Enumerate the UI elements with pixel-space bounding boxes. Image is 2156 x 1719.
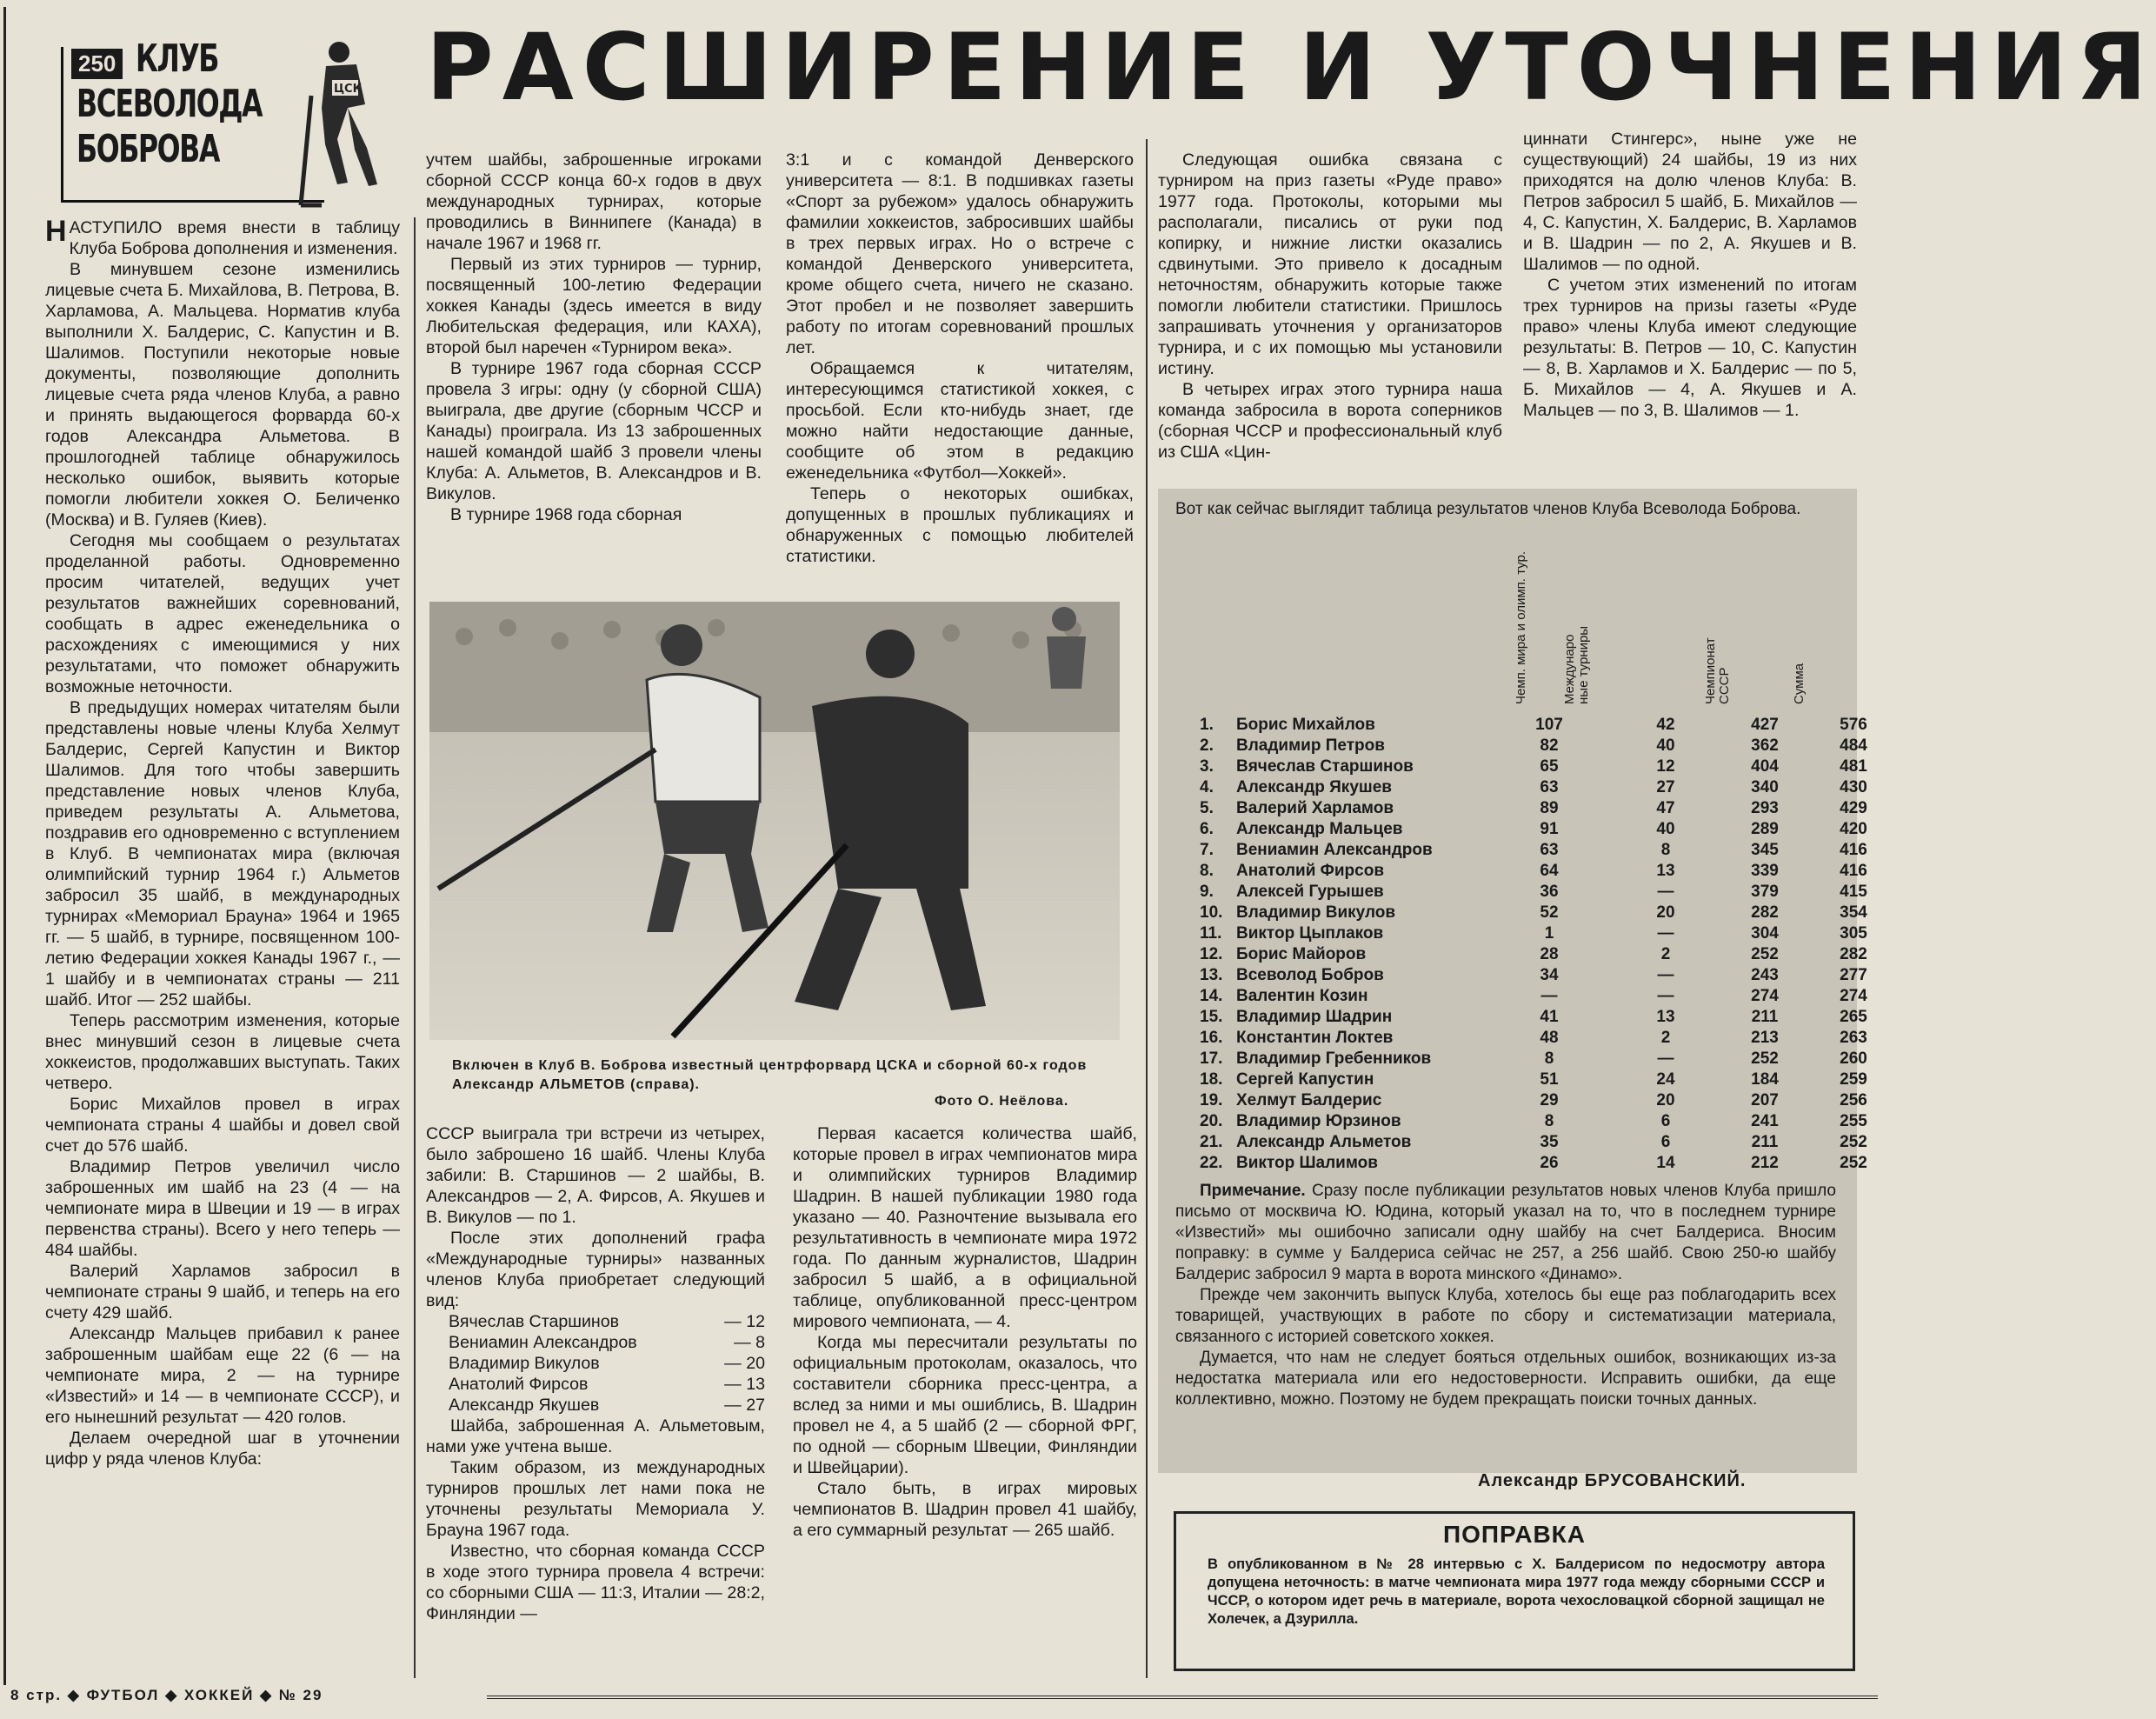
row-rank: 4. (1200, 778, 1214, 796)
row-name: Хелмут Балдерис (1236, 1091, 1382, 1109)
row-intl: — (1657, 924, 1674, 943)
table-row (1200, 715, 1867, 736)
row-rank: 8. (1200, 862, 1214, 880)
table-row (1200, 1132, 1867, 1153)
row-world: 52 (1540, 903, 1559, 922)
row-name: Валерий Харламов (1236, 799, 1394, 817)
row-world: 34 (1540, 966, 1559, 984)
table-row (1200, 1007, 1867, 1028)
col3-para-3: Теперь о некоторых ошибках, допущенных в прошлых публикациях и обнаруженных с помощью любителей статистики. (786, 484, 1134, 566)
list-item: Вениамин Александров — 8 (449, 1333, 765, 1352)
col1-para-10: Делаем очередной шаг в уточнении цифр у ряда членов Клуба: (45, 1429, 400, 1469)
row-intl: 13 (1656, 862, 1675, 880)
row-intl: 2 (1660, 1029, 1671, 1047)
row-world: 91 (1540, 820, 1559, 838)
row-intl: 8 (1660, 841, 1671, 859)
row-ussr: 241 (1751, 1112, 1779, 1130)
col4-para-1: Следующая ошибка связана с турниром на приз газеты «Руде право» 1977 года. Протоколы, которыми мы располагали, писались от руки под копирку, и нижние листки оказались сдвинутыми. Это привело к досадным неточностям, обнаружить которые также помогли любители статистики. Пришлось запрашивать уточнения у организаторов турнира, и с их помощью мы установили истину. (1158, 150, 1502, 378)
row-ussr: 207 (1751, 1091, 1779, 1109)
row-world: 36 (1540, 883, 1559, 901)
hockey-photo (429, 602, 1120, 1040)
hockey-player-icon (287, 35, 391, 209)
row-name: Виктор Цыплаков (1236, 924, 1384, 943)
correction-box (1174, 1511, 1855, 1671)
row-world: 64 (1540, 862, 1559, 880)
table-row (1200, 1153, 1867, 1174)
table-row (1200, 736, 1867, 756)
row-sum: 416 (1840, 862, 1867, 880)
table-row (1200, 944, 1867, 965)
row-name: Вячеслав Старшинов (1236, 757, 1414, 776)
col-header-intl: Междунаро ные турниры (1562, 625, 1591, 704)
row-ussr: 211 (1751, 1133, 1779, 1151)
col1-para-2: В минувшем сезоне изменились лицевые счета Б. Михайлова, В. Петрова, В. Харламова, А. Мальцева. Норматив клуба выполнили Х. Балдерис, С. Капустин и В. Шалимов. Поступили некоторые новые документы, позволяющие дополнить лицевые счета ряда членов Клуба, а равно и принять выдающегося форварда 60-х годов Александра Альметова. В прошлогодней таблице обнаружилось несколько ошибок, выявить которые помогли любители хоккея О. Беличенко (Москва) и В. Гуляев (Киев). (45, 260, 400, 530)
row-name: Владимир Викулов (1236, 903, 1396, 922)
col-header-sum: Сумма (1792, 663, 1807, 704)
row-world: — (1540, 987, 1558, 1005)
row-name: Виктор Шалимов (1236, 1154, 1378, 1172)
row-sum: 484 (1840, 736, 1867, 755)
col6-para-3: Шайба, заброшенная А. Альметовым, нами уже учтена выше. (426, 1416, 765, 1456)
row-rank: 19. (1200, 1091, 1223, 1109)
col3-para-2: Обращаемся к читателям, интересующимся статистикой хоккея, с просьбой. Если кто-нибудь знает, где можно найти недостающие данные, сообщите об этом в редакцию еженедельника «Футбол—Хоккей». (786, 359, 1134, 483)
table-row (1200, 1028, 1867, 1049)
row-rank: 5. (1200, 799, 1214, 817)
row-rank: 15. (1200, 1008, 1223, 1026)
row-world: 63 (1540, 778, 1559, 796)
row-intl: 47 (1656, 799, 1675, 817)
row-intl: 6 (1660, 1133, 1671, 1151)
row-intl: — (1657, 966, 1674, 984)
col1-para-4: В предыдущих номерах читателям были представлены новые члены Клуба Хелмут Балдерис, Сергей Капустин и Виктор Шалимов. Для того чтобы завершить представление новых членов Клуба, приведем результаты А. Альметова, поздравив его одновременно с вступлением в Клуб. В чемпионатах мира (включая олимпийский турнир 1964 г.) Альметов забросил 35 шайб, в международных турнирах «Мемориал Брауна» 1964 и 1965 гг. — 5 шайб, в турнире, посвященном 100-летию Федерации хоккея Канады 1967 г., — 1 шайбу и в чемпионатах страны — 211 шайб. Итог — 252 шайбы. (45, 698, 400, 1009)
column-6 (426, 1123, 765, 1624)
row-intl: 20 (1656, 1091, 1675, 1109)
photo-caption: Включен в Клуб В. Боброва известный центрфорвард ЦСКА и сборной 60-х годов Александр АЛЬМЕТОВ (справа). (452, 1058, 1088, 1092)
row-ussr: 274 (1751, 987, 1779, 1005)
note-para-1: Примечание. Сразу после публикации результатов новых членов Клуба пришло письмо от москвича Ю. Юдина, который указал на то, что в последнем турнире «Известий» мы ошибочно записали одну шайбу на счет Балдериса. Вносим поправку: в сумме у Балдериса сейчас не 257, а 256 шайб. Свою 250-ю шайбу Балдерис забросил 9 марта в ворота минского «Динамо». (1175, 1182, 1837, 1283)
row-intl: — (1657, 1049, 1674, 1068)
row-rank: 10. (1200, 903, 1223, 922)
row-rank: 1. (1200, 716, 1214, 734)
row-intl: 14 (1656, 1154, 1675, 1172)
row-world: 8 (1544, 1112, 1554, 1130)
table-row (1200, 903, 1867, 923)
row-world: 51 (1540, 1070, 1559, 1089)
column-5 (1523, 129, 1857, 421)
logo-line-2: ВСЕВОЛОДА (77, 82, 263, 126)
row-world: 48 (1540, 1029, 1559, 1047)
row-ussr: 345 (1751, 841, 1779, 859)
row-ussr: 379 (1751, 883, 1779, 901)
table-row (1200, 756, 1867, 777)
row-intl: 12 (1656, 757, 1675, 776)
row-sum: 430 (1840, 778, 1867, 796)
row-sum: 354 (1840, 903, 1867, 922)
note-para-2: Прежде чем закончить выпуск Клуба, хотелось бы еще раз поблагодарить всех товарищей, участвующих в работе по сбору и систематизации материала, связанного с историей советского хоккея. (1175, 1286, 1836, 1346)
row-world: 8 (1544, 1049, 1554, 1068)
row-name: Александр Якушев (1236, 778, 1392, 796)
row-sum: 260 (1840, 1049, 1867, 1068)
row-rank: 22. (1200, 1154, 1223, 1172)
row-sum: 576 (1840, 716, 1867, 734)
row-rank: 6. (1200, 820, 1214, 838)
table-row (1200, 840, 1867, 861)
page-footer: 8 стр. ◆ ФУТБОЛ ◆ ХОККЕЙ ◆ № 29 (10, 1687, 323, 1703)
col2-para-1: учтем шайбы, заброшенные игроками сборной СССР конца 60-х годов в двух международных турнирах, которые проводились в Виннипеге (Канада) в начале 1967 и 1968 гг. (426, 150, 762, 253)
row-ussr: 184 (1751, 1070, 1779, 1089)
footer-rule (487, 1696, 1878, 1699)
row-intl: 13 (1656, 1008, 1675, 1026)
col6-para-5: Известно, что сборная команда СССР в ходе этого турнира провела 4 встречи: со сборными США — 11:3, Италии — 28:2, Финляндии — (426, 1542, 765, 1623)
col2-para-4: В турнире 1968 года сборная (450, 505, 682, 524)
table-row (1200, 923, 1867, 944)
row-sum: 420 (1840, 820, 1867, 838)
row-intl: — (1657, 883, 1674, 901)
row-world: 28 (1540, 945, 1559, 963)
col7-para-1: Первая касается количества шайб, которые провел в играх чемпионатов мира и олимпийских турниров Владимир Шадрин. В нашей публикации 1980 года указано — 40. Разночтение вызывала его результативность в чемпионате мира 1972 года. По данным журналистов, Шадрин забросил 5 шайб, а в официальной таблице, опубликованной пресс-центром мирового чемпионата, — 4. (793, 1124, 1137, 1331)
row-sum: 265 (1840, 1008, 1867, 1026)
logo-jersey-text: ЦСК (334, 83, 363, 96)
row-intl: 40 (1656, 736, 1675, 755)
list-item: Анатолий Фирсов — 13 (449, 1375, 765, 1394)
row-name: Валентин Козин (1236, 987, 1368, 1005)
row-intl: 6 (1660, 1112, 1671, 1130)
row-sum: 481 (1840, 757, 1867, 776)
row-name: Владимир Шадрин (1236, 1008, 1393, 1026)
row-rank: 17. (1200, 1049, 1223, 1068)
row-world: 107 (1535, 716, 1563, 734)
row-sum: 282 (1840, 945, 1867, 963)
row-name: Борис Майоров (1236, 945, 1367, 963)
intl-list (426, 1311, 765, 1416)
row-sum: 255 (1840, 1112, 1867, 1130)
row-ussr: 252 (1751, 1049, 1779, 1068)
col1-para-9: Александр Мальцев прибавил к ранее заброшенным шайбам еще 22 (6 — на чемпионате мира, 2 — на турнире «Известий» и 14 — в чемпионате СССР), и его нынешний результат — 420 голов. (45, 1324, 400, 1427)
row-world: 63 (1540, 841, 1559, 859)
row-sum: 429 (1840, 799, 1867, 817)
row-intl: 20 (1656, 903, 1675, 922)
row-ussr: 243 (1751, 966, 1779, 984)
author-signature: Александр БРУСОВАНСКИЙ. (1478, 1471, 1747, 1490)
row-ussr: 282 (1751, 903, 1779, 922)
row-name: Борис Михайлов (1236, 716, 1375, 734)
col1-para-3: Сегодня мы сообщаем о результатах проделанной работы. Одновременно просим читателей, ведущих учет результатов важнейших соревнований, сообщать в адрес еженедельника о расхождениях с имеющимися у них результатами, что поможет обнаружить возможные неточности. (45, 531, 400, 696)
correction-text: В опубликованном в № 28 интервью с Х. Балдерисом по недосмотру автора допущена неточность: в матче чемпионата мира 1977 года между сборными СССР и ЧССР, о котором идет речь в материале, ворота чехословацкой сборной защищал не Холечек, а Дзурилла. (1208, 1556, 1825, 1627)
table-intro: Вот как сейчас выглядит таблица результатов членов Клуба Всеволода Боброва. (1175, 500, 1801, 518)
row-name: Владимир Петров (1236, 736, 1385, 755)
column-1 (45, 217, 400, 1469)
row-name: Всеволод Бобров (1236, 966, 1384, 984)
table-note (1175, 1181, 1836, 1410)
row-intl: 2 (1660, 945, 1671, 963)
col7-para-2: Когда мы пересчитали результаты по официальным протоколам, оказалось, что составители сборника пресс-центра, а вслед за ними и мы ошиблись, В. Шадрин провел не 4, а 5 шайб (2 — сборной ФРГ, по одной — сборным Швеции, Финляндии и Швейцарии). (793, 1333, 1137, 1477)
table-row (1200, 777, 1867, 798)
col1-para-1 (45, 217, 400, 259)
row-intl: 24 (1656, 1070, 1675, 1089)
row-ussr: 293 (1751, 799, 1779, 817)
row-name: Александр Мальцев (1236, 820, 1403, 838)
row-ussr: 211 (1751, 1008, 1779, 1026)
row-intl: 40 (1656, 820, 1675, 838)
col1-para-5: Теперь рассмотрим изменения, которые внес минувший сезон в лицевые счета хоккеистов, продолжавших выступать. Таких четверо. (45, 1011, 400, 1093)
column-divider (1146, 139, 1148, 1678)
row-ussr: 339 (1751, 862, 1779, 880)
row-rank: 21. (1200, 1133, 1223, 1151)
row-sum: 252 (1840, 1154, 1867, 1172)
correction-title: ПОПРАВКА (1443, 1521, 1586, 1548)
row-rank: 18. (1200, 1070, 1223, 1089)
row-rank: 13. (1200, 966, 1223, 984)
row-name: Александр Альметов (1236, 1133, 1412, 1151)
row-world: 1 (1544, 924, 1554, 943)
column-divider (414, 217, 416, 1678)
row-sum: 256 (1840, 1091, 1867, 1109)
row-sum: 305 (1840, 924, 1867, 943)
col1-para-7: Владимир Петров увеличил число заброшенных им шайб на 23 (4 — на чемпионате мира в Швеции и 19 — в играх первенства страны). Всего у него теперь — 484 шайбы. (45, 1157, 400, 1260)
column-2 (426, 150, 762, 525)
row-name: Константин Локтев (1236, 1029, 1394, 1047)
row-world: 82 (1540, 736, 1559, 755)
table-row (1200, 965, 1867, 986)
row-ussr: 289 (1751, 820, 1779, 838)
row-rank: 2. (1200, 736, 1214, 755)
col-header-ussr: Чемпионат СССР (1703, 637, 1732, 704)
table-row (1200, 861, 1867, 882)
row-ussr: 340 (1751, 778, 1779, 796)
list-item: Вячеслав Старшинов — 12 (449, 1312, 765, 1331)
row-sum: 274 (1840, 987, 1867, 1005)
logo-number: 250 (71, 49, 123, 79)
row-ussr: 252 (1751, 945, 1779, 963)
row-name: Владимир Юрзинов (1236, 1112, 1401, 1130)
col1-para-6: Борис Михайлов провел в играх чемпионата страны 4 шайбы и довел свой счет до 576 шайб. (45, 1095, 400, 1156)
table-row (1200, 1049, 1867, 1069)
table-row (1200, 1111, 1867, 1132)
row-name: Сергей Капустин (1236, 1070, 1374, 1089)
row-rank: 7. (1200, 841, 1214, 859)
headline: РАСШИРЕНИЕ И УТОЧНЕНИЯ (426, 14, 2156, 121)
logo-line-3: БОБРОВА (77, 127, 219, 171)
row-name: Владимир Гребенников (1236, 1049, 1432, 1068)
col7-para-3: Стало быть, в играх мировых чемпионатов В. Шадрин провел 41 шайбу, а его суммарный результат — 265 шайб. (793, 1479, 1137, 1540)
table-row (1200, 798, 1867, 819)
col1-para-1-text: АСТУПИЛО время внести в таблицу Клуба Боброва дополнения и изменения. (69, 218, 400, 258)
row-sum: 252 (1840, 1133, 1867, 1151)
row-world: 41 (1540, 1008, 1559, 1026)
table-row (1200, 986, 1867, 1007)
table-row (1200, 819, 1867, 840)
row-ussr: 212 (1751, 1154, 1779, 1172)
col1-para-8: Валерий Харламов забросил в чемпионате страны 9 шайб, и теперь на его счету 429 шайб. (45, 1262, 400, 1323)
row-rank: 3. (1200, 757, 1214, 776)
list-item: Александр Якушев — 27 (449, 1396, 765, 1415)
row-ussr: 213 (1751, 1029, 1779, 1047)
row-name: Анатолий Фирсов (1236, 862, 1385, 880)
row-intl: 42 (1656, 716, 1675, 734)
table-row (1200, 1069, 1867, 1090)
row-world: 35 (1540, 1133, 1559, 1151)
row-ussr: 404 (1751, 757, 1779, 776)
row-world: 29 (1540, 1091, 1559, 1109)
col2-para-2: Первый из этих турниров — турнир, посвященный 100-летию Федерации хоккея Канады (здесь имеется в виду Любительская федерация, или КАХА), второй был наречен «Турниром века». (426, 255, 762, 357)
col6-para-1: СССР выиграла три встречи из четырех, было заброшено 16 шайб. Члены Клуба забили: В. Старшинов — 2 шайбы, В. Александров — 2, А. Фирсов, А. Якушев и В. Викулов — по 1. (426, 1124, 765, 1227)
row-world: 89 (1540, 799, 1559, 817)
row-ussr: 304 (1751, 924, 1779, 943)
row-sum: 277 (1840, 966, 1867, 984)
row-sum: 416 (1840, 841, 1867, 859)
photo-credit: Фото О. Неёлова. (935, 1094, 1069, 1109)
row-world: 65 (1540, 757, 1559, 776)
col6-para-4: Таким образом, из международных турниров прошлых лет нами пока не уточнены результаты Мемориала У. Брауна 1967 года. (426, 1458, 765, 1540)
row-rank: 20. (1200, 1112, 1223, 1130)
col3-para-1: 3:1 и с командой Денверского университета — 8:1. В подшивках газеты «Спорт за рубежом» удалось обнаружить фамилии хоккеистов, забросивших шайбы в трех первых играх. Но о встрече с командой Денверского университета, кроме общего счета, ничего не сказано. Этот пробел и не позволяет завершить работу по итогам соревнований прошлых лет. (786, 150, 1134, 357)
row-rank: 12. (1200, 945, 1223, 963)
col-header-world: Чемп. мира и олимп. тур. (1514, 551, 1528, 704)
col2-para-3: В турнире 1967 года сборная СССР провела 3 игры: одну (у сборной США) выиграла, две другие (сборным ЧССР и Канады) проиграла. Из 13 заброшенных нашей командой шайб 3 провели члены Клуба: А. Альметов, В. Александров и В. Викулов. (426, 359, 762, 503)
col4-para-2: В четырех играх этого турнира наша команда забросила в ворота соперников (сборная ЧССР и профессиональный клуб из США «Цин- (1158, 380, 1502, 462)
row-ussr: 362 (1751, 736, 1779, 755)
row-rank: 16. (1200, 1029, 1223, 1047)
table-row (1200, 1090, 1867, 1111)
drop-cap: Н (45, 215, 67, 248)
col5-para-2: С учетом этих изменений по итогам трех турниров на призы газеты «Руде право» члены Клуба имеют следующие результаты: В. Петров — 10, С. Капустин — 8, В. Харламов и Х. Балдерис — по 5, Б. Михайлов — 4, А. Якушев и А. Мальцев — по 3, В. Шалимов — 1. (1523, 276, 1857, 420)
table-row (1200, 882, 1867, 903)
column-4 (1158, 150, 1502, 463)
list-item: Владимир Викулов — 20 (449, 1354, 765, 1373)
row-rank: 9. (1200, 883, 1214, 901)
row-ussr: 427 (1751, 716, 1779, 734)
row-rank: 14. (1200, 987, 1223, 1005)
row-intl: — (1657, 987, 1674, 1005)
column-7 (793, 1123, 1137, 1541)
row-sum: 259 (1840, 1070, 1867, 1089)
club-logo (61, 35, 374, 191)
column-3 (786, 150, 1134, 567)
row-world: 26 (1540, 1154, 1559, 1172)
row-rank: 11. (1200, 924, 1222, 943)
note-para-3: Думается, что нам не следует бояться отдельных ошибок, возникающих из-за недостатка материала или его недостоверности. Исправить ошибки, да еще коллективно, можно. Поэтому не будем прекращать поиски точных данных. (1175, 1349, 1836, 1409)
row-sum: 415 (1840, 883, 1867, 901)
row-name: Вениамин Александров (1236, 841, 1433, 859)
col5-para-1: циннати Стингерс», ныне уже не существующий) 24 шайбы, 19 из них приходятся на долю членов Клуба: В. Петров забросил 5 шайб, Б. Михайлов — 4, С. Капустин, Х. Балдерис, В. Харламов и В. Шадрин — по 2, А. Якушев и В. Шалимов — по одной. (1523, 130, 1857, 274)
row-sum: 263 (1840, 1029, 1867, 1047)
row-intl: 27 (1656, 778, 1675, 796)
logo-line-1: КЛУБ (136, 37, 219, 81)
col6-para-2: После этих дополнений графа «Международные турниры» названных членов Клуба приобретает следующий вид: (426, 1229, 765, 1310)
row-name: Алексей Гурышев (1236, 883, 1384, 901)
